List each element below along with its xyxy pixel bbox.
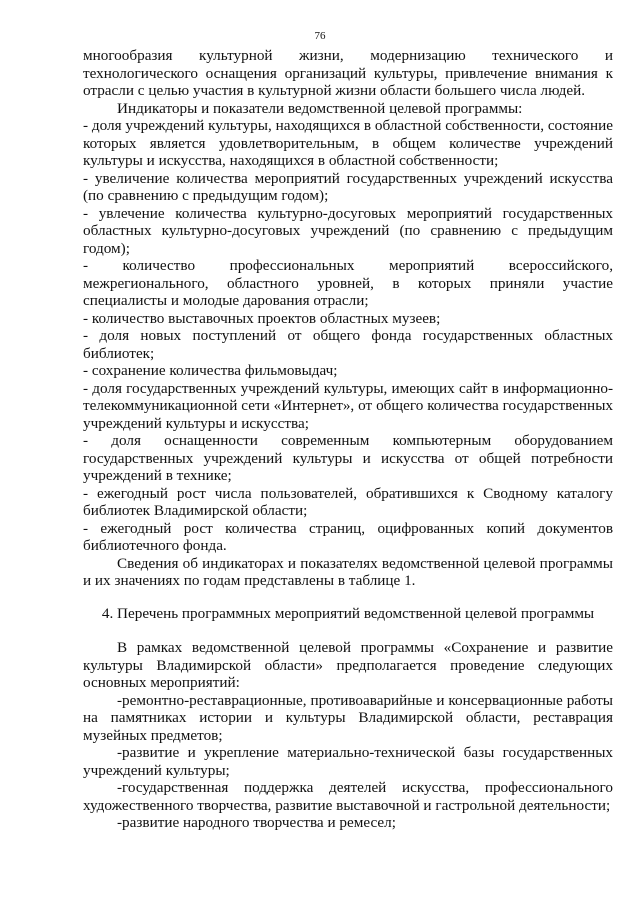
section-4-heading: 4. Перечень программных мероприятий ведомственной целевой программы (101, 604, 595, 622)
page-number: 76 (314, 30, 326, 42)
intro-paragraph: многообразия культурной жизни, модернизацию технического и технологического оснащения организаций культуры, привлечение внимания к отрасли с целью участия в культурной жизни области большего числа людей. (83, 47, 613, 99)
indicator-item: - доля государственных учреждений культуры, имеющих сайт в информационно-телекоммуникационной сети «Интернет», от общего количества государственных учреждений культуры и искусства; (83, 379, 613, 432)
activity-item: -государственная поддержка деятелей искусства, профессионального художественного творчества, развитие выставочной и гастрольной деятельности; (83, 779, 613, 814)
section-4-intro: В рамках ведомственной целевой программы «Сохранение и развитие культуры Владимирской области» предполагается проведение следующих основных мероприятий: (83, 639, 613, 691)
activity-item: -ремонтно-реставрационные, противоаварийные и консервационные работы на памятниках истории и культуры Владимирской области, реставрация музейных предметов; (83, 691, 613, 744)
indicator-item: - ежегодный рост числа пользователей, обратившихся к Сводному каталогу библиотек Владимирской области; (83, 484, 613, 519)
indicator-item: - доля оснащенности современным компьютерным оборудованием государственных учреждений культуры и искусства от общей потребности учреждений в технике; (83, 432, 613, 484)
indicator-item: - доля учреждений культуры, находящихся в областной собственности, состояние которых является удовлетворительным, в общем количестве учреждений культуры и искусства, находящихся в областной собственности; (83, 117, 613, 169)
indicator-item: - количество выставочных проектов областных музеев; (83, 309, 441, 327)
indicator-item: - ежегодный рост количества страниц, оцифрованных копий документов библиотечного фонда. (83, 519, 613, 554)
indicator-item: - количество профессиональных мероприятий всероссийского, межрегионального, областного уровней, в которых приняли участие специалисты и молодые дарования отрасли; (83, 257, 613, 309)
activity-item: -развитие и укрепление материально-технической базы государственных учреждений культуры; (83, 744, 613, 779)
activity-item: -развитие народного творчества и ремесел; (117, 814, 396, 831)
indicator-item: - увлечение количества культурно-досуговых мероприятий государственных областных культурно-досуговых учреждений (по сравнению с предыдущим годом); (83, 204, 613, 257)
page-content (83, 47, 613, 832)
indicators-title: Индикаторы и показатели ведомственной целевой программы: (117, 99, 523, 117)
indicator-item: - доля новых поступлений от общего фонда государственных областных библиотек; (83, 327, 613, 362)
indicator-item: - сохранение количества фильмовыдач; (83, 362, 338, 379)
table-note: Сведения об индикаторах и показателях ведомственной целевой программы и их значениях по годам представлены в таблице 1. (83, 554, 613, 589)
indicator-item: - увеличение количества мероприятий государственных учреждений искусства (по сравнению с предыдущим годом); (83, 169, 613, 204)
